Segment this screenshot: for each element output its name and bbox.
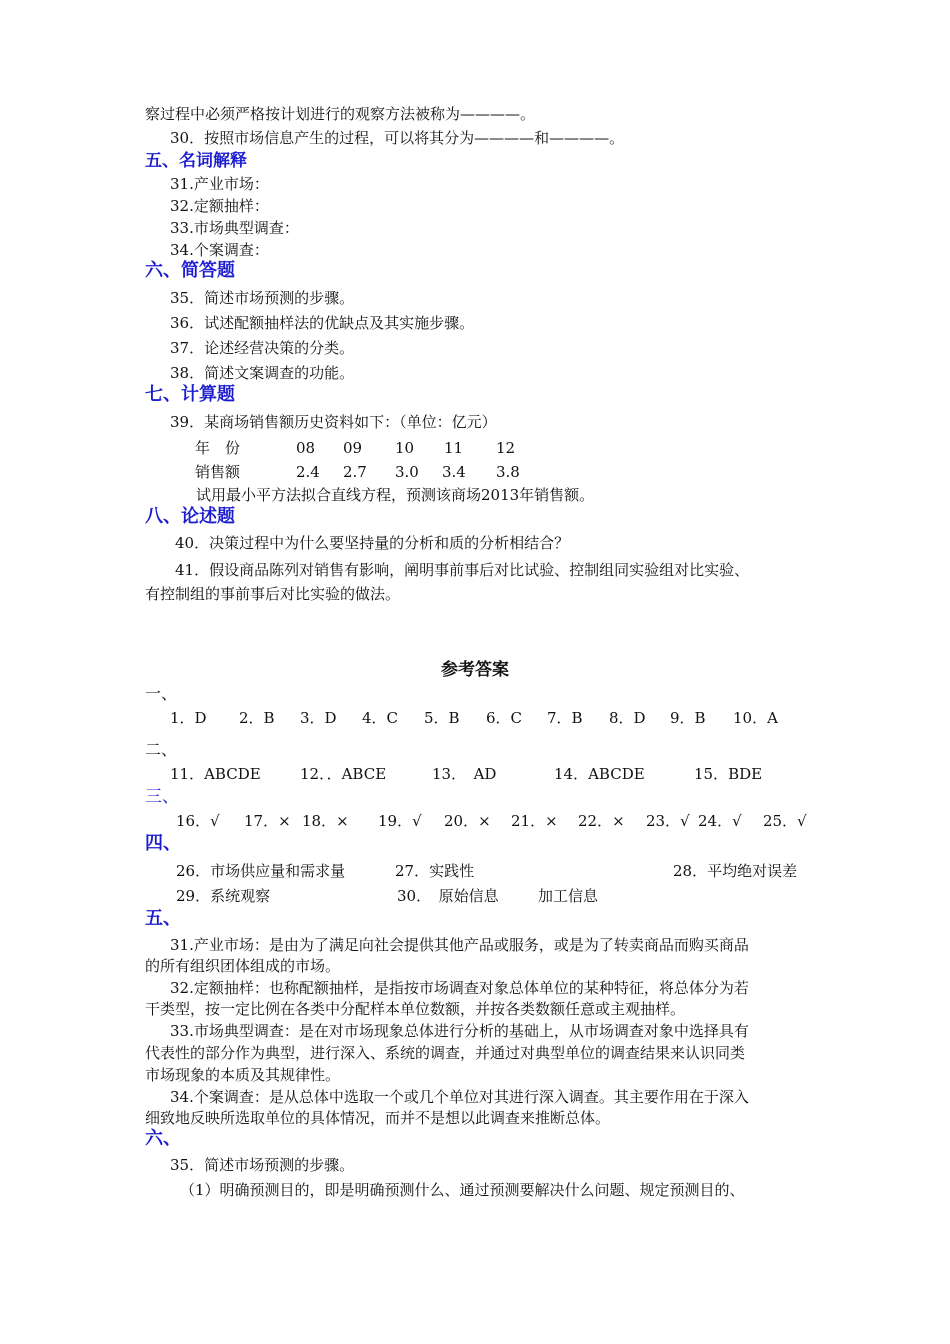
answer-item: 15．BDE <box>694 765 763 783</box>
table-cell: 年 份 <box>195 439 241 457</box>
answer-item: 18．× <box>302 812 349 830</box>
answer-33-cont: 市场现象的本质及其规律性。 <box>145 1066 341 1084</box>
answer-item: 2．B <box>239 709 275 727</box>
question-30: 30．按照市场信息产生的过程，可以将其分为————和————。 <box>170 129 625 147</box>
answer-item: 24．√ <box>698 812 742 830</box>
answer-item: 30． 原始信息 <box>397 887 499 905</box>
answer-item: 26．市场供应量和需求量 <box>176 862 346 880</box>
section-heading: 六、简答题 <box>145 260 235 281</box>
table-cell: 12 <box>496 439 516 457</box>
answer-35: 35．简述市场预测的步骤。 <box>170 1156 355 1174</box>
question-39: 39．某商场销售额历史资料如下：（单位：亿元） <box>170 413 497 431</box>
answer-34-cont: 细致地反映所选取单位的具体情况，而并不是想以此调查来推断总体。 <box>145 1109 611 1127</box>
answer-item: 加工信息 <box>538 887 599 905</box>
table-cell: 08 <box>296 439 316 457</box>
answer-item: 7．B <box>547 709 583 727</box>
answer-33-cont: 代表性的部分作为典型，进行深入、系统的调查，并通过对典型单位的调查结果来认识同类 <box>145 1044 746 1062</box>
answer-item: 13． AD <box>432 765 497 783</box>
table-cell: 2.7 <box>343 463 367 481</box>
section-heading: 五、名词解释 <box>145 151 247 171</box>
question-38: 38．简述文案调查的功能。 <box>170 364 355 382</box>
answer-item: 25．√ <box>763 812 807 830</box>
answer-heading-6: 六、 <box>145 1128 181 1149</box>
table-cell: 销售额 <box>195 463 241 481</box>
answer-34: 34.个案调查：是从总体中选取一个或几个单位对其进行深入调查。其主要作用在于深入 <box>170 1088 749 1106</box>
answer-item: 10．A <box>733 709 778 727</box>
text-line: 察过程中必须严格按计划进行的观察方法被称为————。 <box>145 105 536 123</box>
answer-heading-4: 四、 <box>145 833 181 854</box>
question-31: 31.产业市场： <box>170 175 269 193</box>
answer-33: 33.市场典型调查：是在对市场现象总体进行分析的基础上，从市场调查对象中选择具有 <box>170 1022 749 1040</box>
answer-item: 23．√ <box>646 812 690 830</box>
answer-item: 3．D <box>300 709 337 727</box>
answer-31-cont: 的所有组织团体组成的市场。 <box>145 957 341 975</box>
question-37: 37．论述经营决策的分类。 <box>170 339 355 357</box>
answer-item: 11．ABCDE <box>170 765 261 783</box>
table-cell: 3.4 <box>442 463 466 481</box>
answer-item: 20．× <box>444 812 491 830</box>
table-cell: 3.0 <box>395 463 419 481</box>
answer-35-step1: （1）明确预测目的，即是明确预测什么、通过预测要解决什么问题、规定预测目的、 <box>180 1181 745 1199</box>
answer-heading-3: 三、 <box>145 787 179 807</box>
question-note: 试用最小平方法拟合直线方程，预测该商场2013年销售额。 <box>196 486 595 504</box>
answer-item: 12．．ABCE <box>300 765 387 783</box>
answer-31: 31.产业市场：是由为了满足向社会提供其他产品或服务，或是为了转卖商品而购买商品 <box>170 936 749 954</box>
question-35: 35．简述市场预测的步骤。 <box>170 289 355 307</box>
answers-title: 参考答案 <box>441 660 509 680</box>
question-40: 40．决策过程中为什么要坚持量的分析和质的分析相结合？ <box>175 534 570 552</box>
answer-item: 9．B <box>670 709 706 727</box>
answer-32: 32.定额抽样：也称配额抽样，是指按市场调查对象总体单位的某种特征，将总体分为若 <box>170 979 749 997</box>
section-heading: 七、计算题 <box>145 384 235 405</box>
answer-item: 4．C <box>362 709 399 727</box>
table-cell: 11 <box>444 439 464 457</box>
answer-item: 17．× <box>244 812 291 830</box>
table-cell: 3.8 <box>496 463 520 481</box>
answer-item: 5．B <box>424 709 460 727</box>
answer-item: 14．ABCDE <box>554 765 645 783</box>
table-cell: 10 <box>395 439 415 457</box>
answer-32-cont: 干类型，按一定比例在各类中分配样本单位数额，并按各类数额任意或主观抽样。 <box>145 1000 686 1018</box>
answer-item: 27．实践性 <box>395 862 475 880</box>
answer-item: 21．× <box>511 812 558 830</box>
answer-item: 1．D <box>170 709 207 727</box>
question-41-cont: 有控制组的事前事后对比实验的做法。 <box>145 585 401 603</box>
question-41: 41．假设商品陈列对销售有影响，阐明事前事后对比试验、控制组同实验组对比实验、 <box>175 561 750 579</box>
table-cell: 2.4 <box>296 463 320 481</box>
table-cell: 09 <box>343 439 363 457</box>
answer-item: 29．系统观察 <box>176 887 271 905</box>
section-heading: 八、论述题 <box>145 506 235 527</box>
question-36: 36．试述配额抽样法的优缺点及其实施步骤。 <box>170 314 475 332</box>
answer-heading-5: 五、 <box>145 908 181 929</box>
answer-heading-1: 一、 <box>145 684 178 703</box>
question-32: 32.定额抽样： <box>170 197 269 215</box>
answer-item: 6．C <box>486 709 523 727</box>
answer-heading-2: 二、 <box>145 740 178 759</box>
answer-item: 16．√ <box>176 812 220 830</box>
answer-item: 19．√ <box>378 812 422 830</box>
answer-item: 8．D <box>609 709 646 727</box>
question-33: 33.市场典型调查： <box>170 219 299 237</box>
question-34: 34.个案调查： <box>170 241 269 259</box>
answer-item: 22．× <box>578 812 625 830</box>
answer-item: 28．平均绝对误差 <box>673 862 798 880</box>
